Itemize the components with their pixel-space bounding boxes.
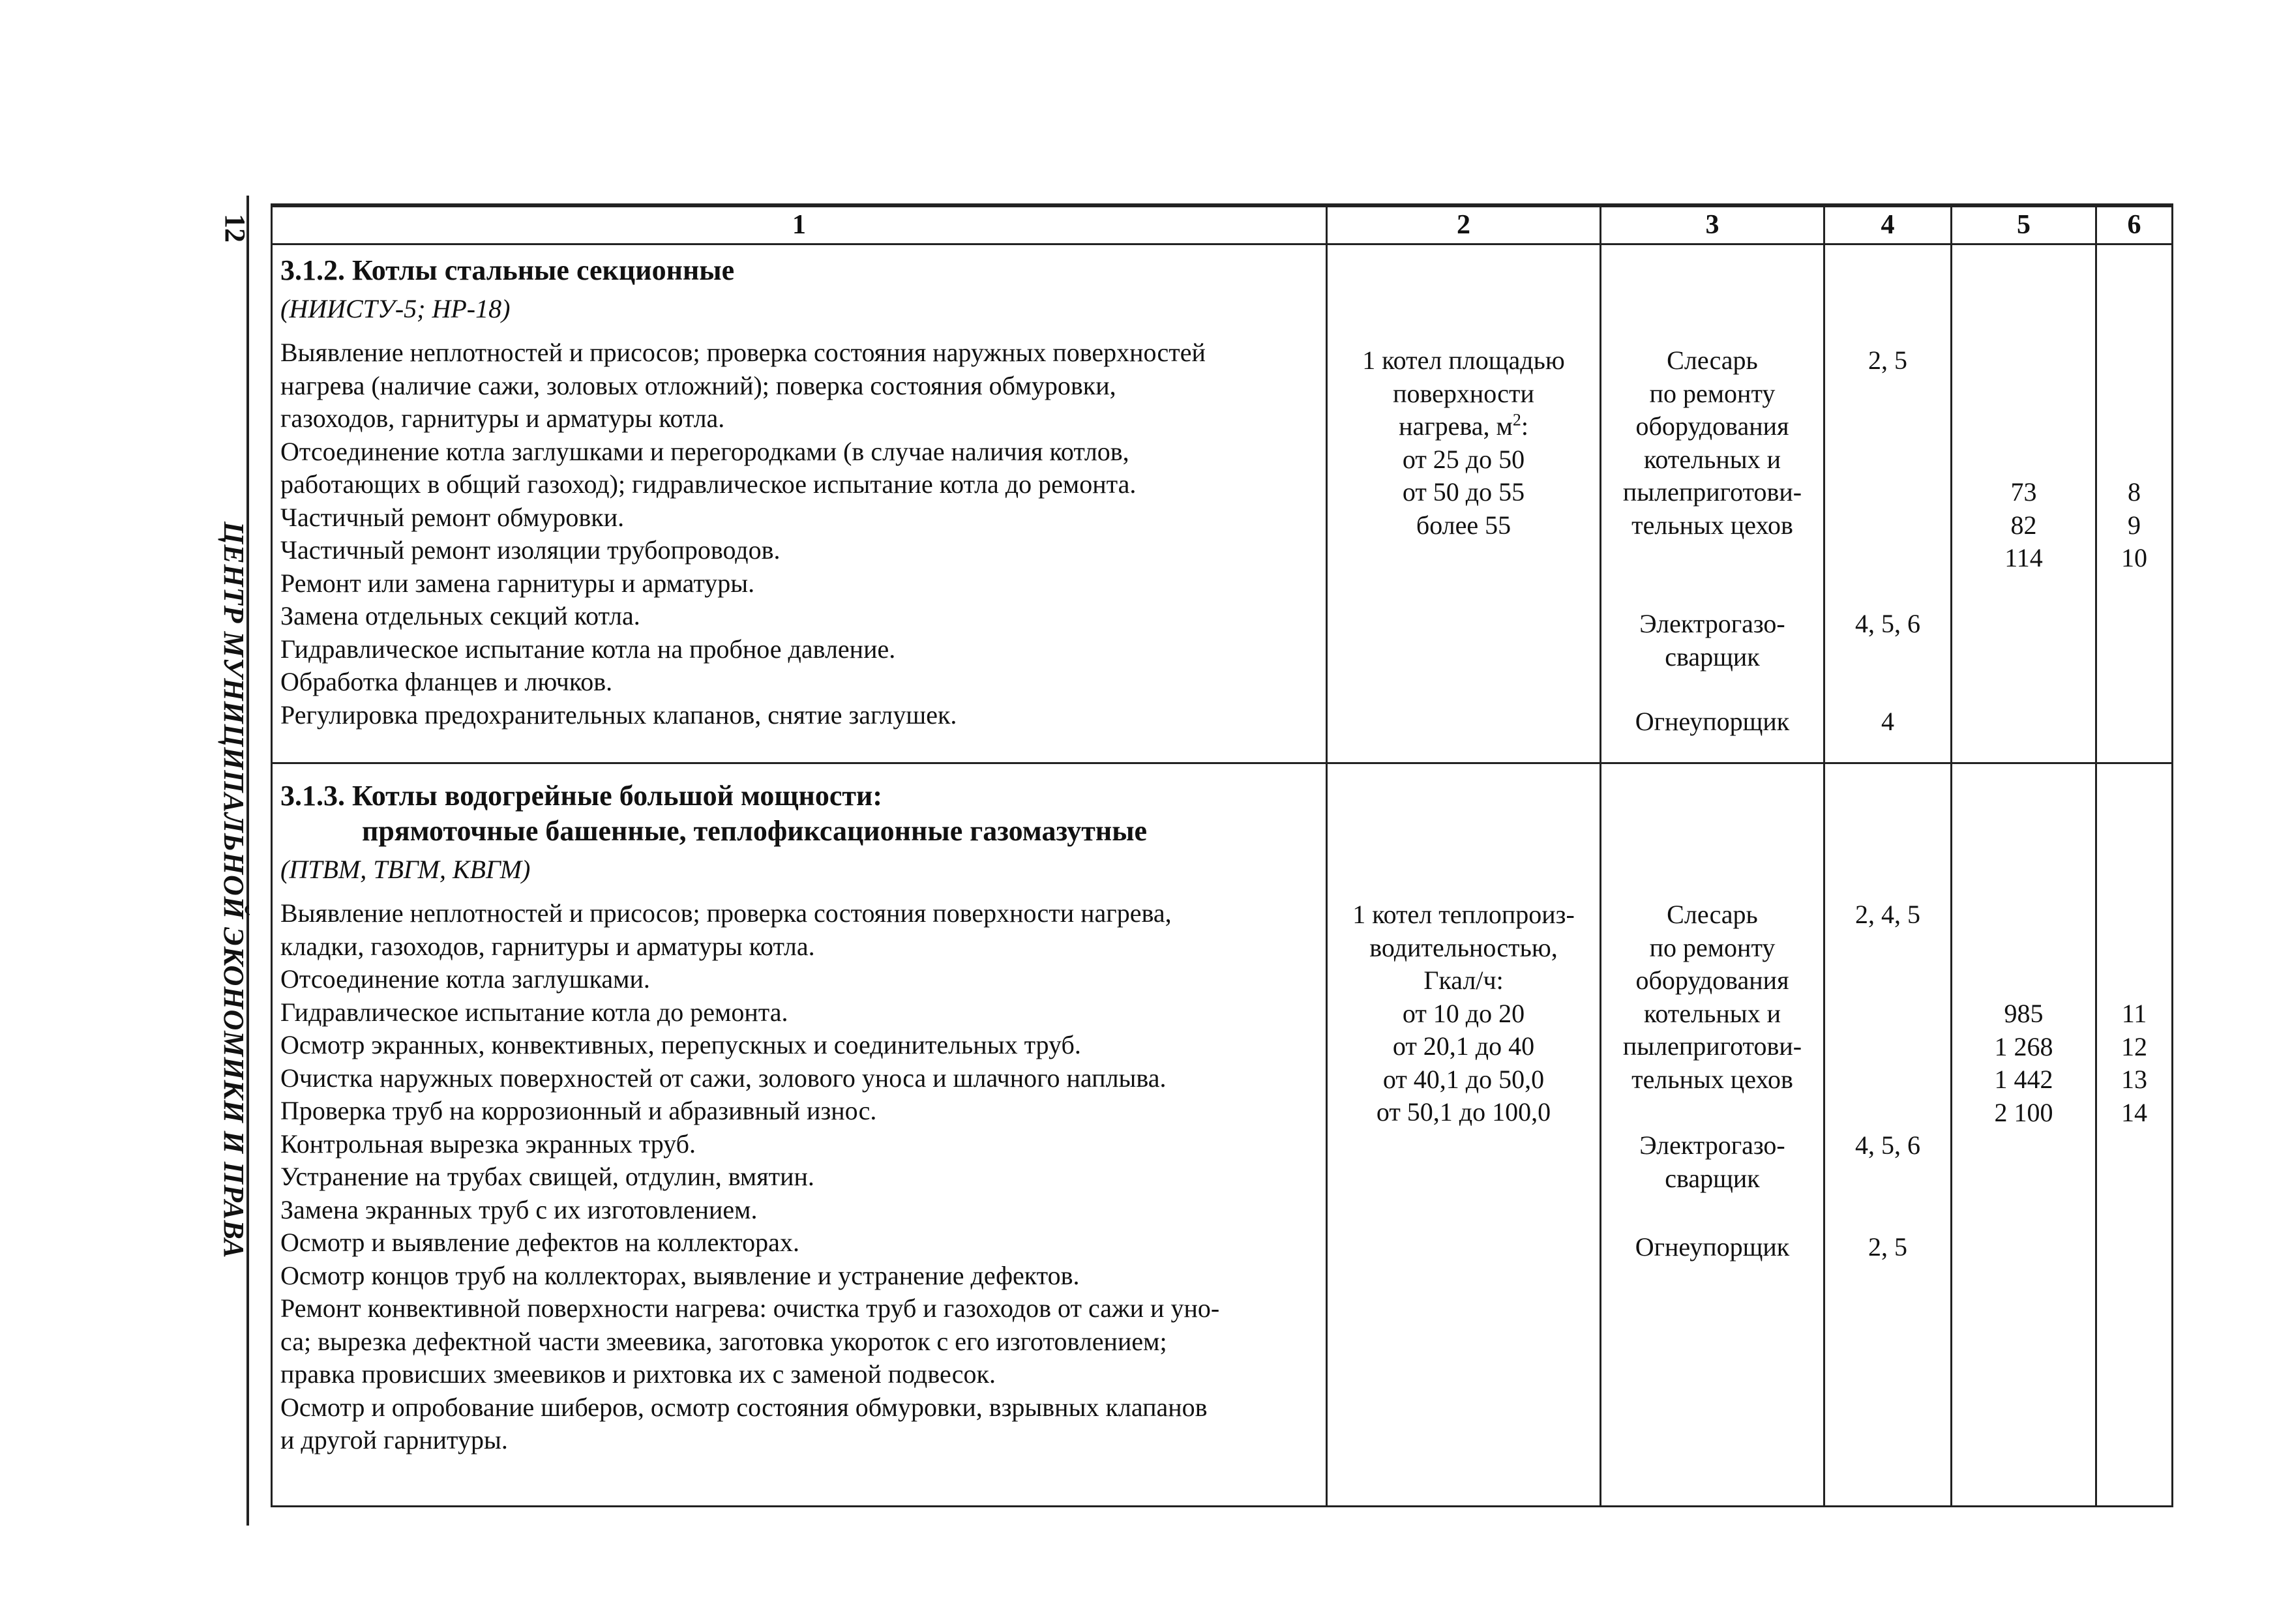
- unit-line: водительностью,: [1369, 932, 1558, 962]
- work-line: Замена экранных труб с их изготовлением.: [280, 1194, 758, 1224]
- worker-entry: Электрогазо- сварщик: [1639, 1130, 1785, 1193]
- work-line: Гидравлическое испытание котла на пробное давление.: [280, 634, 896, 664]
- section-title: 3.1.3. Котлы водогрейные большой мощности: прямоточные башенные, теплофиксационные газомазутные: [280, 780, 1148, 847]
- header-row: [272, 205, 2173, 244]
- work-line: Гидравлическое испытание котла до ремонта.: [280, 997, 788, 1027]
- norm-value: 114: [2004, 543, 2043, 572]
- norm-value: 82: [2010, 510, 2037, 540]
- work-line: Очистка наружных поверхностей от сажи, золового уноса и шлачного наплыва.: [280, 1063, 1167, 1093]
- worker-cell: [1601, 763, 1824, 1507]
- unit-line: от 25 до 50: [1402, 444, 1525, 474]
- work-line: Выявление неплотностей и присосов; проверка состояния поверхности нагрева,: [280, 898, 1172, 928]
- work-line: и другой гарнитуры.: [280, 1425, 508, 1454]
- work-line: Осмотр концов труб на коллекторах, выявление и устранение дефектов.: [280, 1260, 1080, 1290]
- unit-line: от 50,1 до 100,0: [1376, 1097, 1551, 1127]
- work-line: Контрольная вырезка экранных труб.: [280, 1129, 696, 1159]
- work-line: Ремонт конвективной поверхности нагрева: очистка труб и газоходов от сажи и уно-: [280, 1293, 1220, 1323]
- grade-value: 2, 5: [1868, 346, 1907, 375]
- grade-value: 2, 4, 5: [1855, 900, 1920, 929]
- unit-line: нагрева, $м^2$:: [1399, 410, 1528, 441]
- norm-value: 1 268: [1994, 1031, 2053, 1061]
- norm-value: 985: [2004, 999, 2044, 1028]
- grade-value: 4, 5, 6: [1855, 1130, 1920, 1160]
- work-line: Проверка труб на коррозионный и абразивный износ.: [280, 1096, 877, 1125]
- work-line: Ремонт или замена гарнитуры и арматуры.: [280, 568, 755, 598]
- worker-entry: Огнеупорщик: [1635, 1232, 1790, 1262]
- work-line: Замена отдельных секций котла.: [280, 601, 640, 630]
- work-line: Регулировка предохранительных клапанов, снятие заглушек.: [280, 700, 957, 730]
- page-number: 12: [219, 214, 251, 243]
- unit-line: Гкал/ч:: [1423, 966, 1504, 995]
- table-row: [272, 763, 2173, 1507]
- unit-line: от 20,1 до 40: [1392, 1031, 1535, 1061]
- code-value: 9: [2128, 510, 2141, 540]
- grade-value: 4: [1881, 707, 1894, 736]
- work-line: Частичный ремонт обмуровки.: [280, 502, 625, 532]
- code-value: 12: [2121, 1031, 2147, 1061]
- worker-entry: Слесарь по ремонту оборудования котельных и пылеприготови- тельных цехов: [1622, 346, 1802, 540]
- code-cell: [2096, 763, 2173, 1507]
- code-value: 10: [2121, 543, 2147, 572]
- worker-cell: [1601, 244, 1824, 763]
- work-description-cell: [272, 763, 1327, 1507]
- norm-value: 73: [2010, 477, 2037, 507]
- worker-entry: Электрогазо- сварщик: [1639, 609, 1785, 672]
- header-col-4: 4: [1824, 205, 1952, 244]
- code-cell: [2096, 244, 2173, 763]
- work-line: Осмотр и опробование шиберов, осмотр состояния обмуровки, взрывных клапанов: [280, 1392, 1208, 1422]
- header-col-2: 2: [1327, 205, 1601, 244]
- header-col-6: 6: [2096, 205, 2173, 244]
- grade-value: 4, 5, 6: [1855, 609, 1920, 638]
- work-line: работающих в общий газоход); гидравлическое испытание котла до ремонта.: [280, 469, 1137, 499]
- unit-line: поверхности: [1393, 378, 1534, 408]
- norm-value: 1 442: [1994, 1065, 2053, 1094]
- norm-cell: [1952, 763, 2096, 1507]
- work-line: Устранение на трубах свищей, отдулин, вмятин.: [280, 1162, 814, 1191]
- code-value: 14: [2121, 1097, 2147, 1127]
- unit-line: 1 котел площадью: [1362, 346, 1565, 375]
- section-title: 3.1.2. Котлы стальные секционные: [280, 254, 735, 286]
- work-line: Отсоединение котла заглушками.: [280, 964, 650, 994]
- unit-line: от 40,1 до 50,0: [1382, 1064, 1545, 1094]
- worker-entry: Слесарь по ремонту оборудования котельных и пылеприготови- тельных цехов: [1622, 900, 1802, 1094]
- unit-cell: [1327, 763, 1601, 1507]
- unit-line: от 10 до 20: [1402, 998, 1525, 1028]
- grade-cell: [1824, 763, 1952, 1507]
- code-value: 8: [2128, 477, 2141, 507]
- section-reference: (НИИСТУ-5; НР-18): [280, 294, 511, 323]
- unit-line: от 50 до 55: [1402, 477, 1525, 507]
- unit-line: 1 котел теплопроиз-: [1352, 900, 1575, 929]
- work-list: [280, 336, 1318, 731]
- vertical-publisher-title: ЦЕНТР МУНИЦИПАЛЬНОЙ ЭКОНОМИКИ И ПРАВА: [218, 522, 250, 1259]
- work-line: Выявление неплотностей и присосов; проверка состояния наружных поверхностей: [280, 338, 1206, 367]
- norm-cell: [1952, 244, 2096, 763]
- header-col-3: 3: [1601, 205, 1824, 244]
- work-line: Осмотр и выявление дефектов на коллекторах.: [280, 1228, 799, 1257]
- work-line: Осмотр экранных, конвективных, перепускных и соединительных труб.: [280, 1030, 1081, 1059]
- work-description-cell: [272, 244, 1327, 763]
- norm-value: 2 100: [1994, 1097, 2053, 1127]
- work-line: кладки, газоходов, гарнитуры и арматуры котла.: [280, 931, 815, 961]
- code-value: 13: [2121, 1065, 2147, 1094]
- section-reference: (ПТВМ, ТВГМ, КВГМ): [280, 855, 531, 884]
- work-line: Частичный ремонт изоляции трубопроводов.: [280, 535, 781, 565]
- work-line: са; вырезка дефектной части змеевика, заготовка укороток с его изготовлением;: [280, 1326, 1167, 1356]
- work-line: Отсоединение котла заглушками и перегородками (в случае наличия котлов,: [280, 436, 1129, 466]
- table-row: [272, 244, 2173, 763]
- header-col-1: 1: [272, 205, 1327, 244]
- unit-cell: [1327, 244, 1601, 763]
- header-col-5: 5: [1952, 205, 2096, 244]
- work-list: [280, 897, 1318, 1457]
- norms-table: [271, 203, 2173, 1507]
- work-line: нагрева (наличие сажи, золовых отложний); поверка состояния обмуровки,: [280, 370, 1116, 400]
- worker-entry: Огнеупорщик: [1635, 707, 1790, 736]
- unit-line: более 55: [1416, 510, 1511, 540]
- grade-cell: [1824, 244, 1952, 763]
- work-line: правка провисших змеевиков и рихтовка их с заменой подвесок.: [280, 1359, 996, 1389]
- code-value: 11: [2121, 999, 2147, 1028]
- work-line: газоходов, гарнитуры и арматуры котла.: [280, 404, 725, 433]
- grade-value: 2, 5: [1868, 1232, 1907, 1262]
- work-line: Обработка фланцев и лючков.: [280, 667, 613, 696]
